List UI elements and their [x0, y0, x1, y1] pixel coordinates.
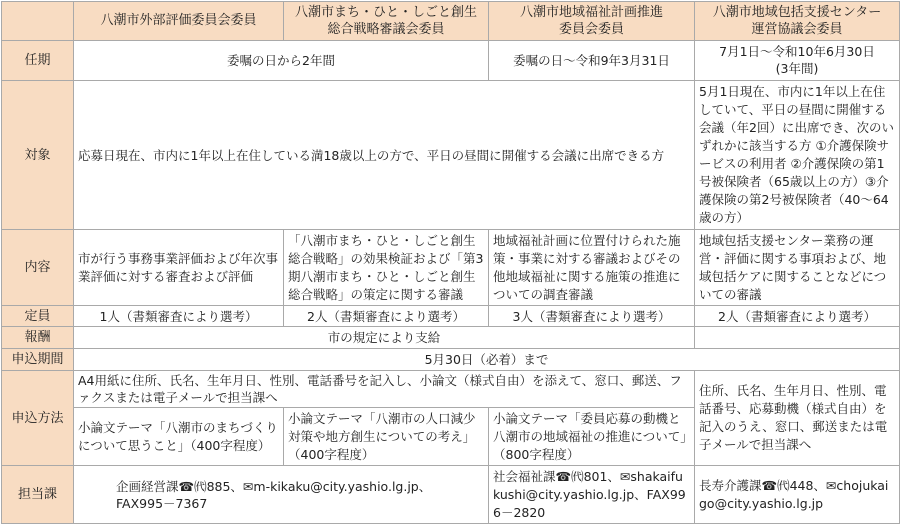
reward-empty-cell [695, 327, 900, 348]
target-label: 対象 [2, 81, 74, 230]
capacity-value-3: 3人（書類審査により選考） [489, 306, 695, 327]
column-header-line: 八潮市外部評価委員会委員 [100, 13, 257, 29]
header-row [2, 2, 900, 41]
column-header-line: 委員会委員 [558, 21, 624, 37]
content-value-3: 地域福祉計画に位置付けられた施策・事業に対する審議およびその他地域福祉に関する施策の推進についての調査審議 [489, 230, 695, 306]
method-essay-theme-3: 小論文テーマ「委員応募の動機と八潮市の地域福祉の推進について」（800字程度） [489, 408, 695, 466]
capacity-row [2, 306, 900, 327]
capacity-value-4: 2人（書類審査により選考） [695, 306, 900, 327]
term-value-line: (3年間) [775, 61, 819, 77]
reward-row [2, 327, 900, 348]
term-value-4 [695, 40, 900, 81]
period-row [2, 348, 900, 370]
content-value-4: 地域包括支援センター業務の運営・評価に関する事項および、地域包括ケアに関することなどについての審議 [695, 230, 900, 306]
contact-value-3: 社会福祉課☎㈹801、✉shakaifukushi@city.yashio.lg.jp、FAX996－2820 [489, 466, 695, 524]
recruitment-table [1, 1, 900, 524]
column-header-sogo-senryaku [284, 2, 489, 41]
method-label: 申込方法 [2, 370, 74, 465]
period-value: 5月30日（必着）まで [74, 348, 900, 370]
column-header-line: 総合戦略審議会委員 [327, 21, 445, 37]
term-label: 任期 [2, 40, 74, 81]
corner-cell [2, 2, 74, 41]
contact-value-1-2 [74, 466, 489, 524]
contact-line: 企画経営課☎㈹885、✉m-kikaku@city.yashio.lg.jp、 [116, 478, 432, 494]
term-value-1-2: 委嘱の日から2年間 [74, 40, 489, 81]
column-header-line: 八潮市地域福祉計画推進 [519, 4, 663, 20]
term-row [2, 40, 900, 81]
column-header-line: 八潮市地域包括支援センター [712, 4, 882, 20]
content-value-1: 市が行う事務事業評価および年次事業評価に対する審査および評価 [74, 230, 284, 306]
contact-label: 担当課 [2, 466, 74, 524]
column-header-houkatsu-shien [695, 2, 900, 41]
reward-value: 市の規定により支給 [74, 327, 695, 348]
content-value-2: 「八潮市まち・ひと・しごと創生総合戦略」の効果検証および「第3期八潮市まち・ひと・しごと創生総合戦略」の策定に関する審議 [284, 230, 489, 306]
capacity-value-2: 2人（書類審査により選考） [284, 306, 489, 327]
method-value-4: 住所、氏名、生年月日、性別、電話番号、応募動機（様式自由）を記入のうえ、窓口、郵送または電子メールで担当課へ [695, 370, 900, 465]
contact-line: FAX995－7367 [116, 495, 208, 511]
method-value-1-3: A4用紙に住所、氏名、生年月日、性別、電話番号を記入し、小論文（様式自由）を添えて、窓口、郵送、ファクスまたは電子メールで担当課へ [74, 370, 695, 408]
capacity-value-1: 1人（書類審査により選考） [74, 306, 284, 327]
column-header-line: 運営協議会委員 [751, 21, 843, 37]
target-value-4: 5月1日現在、市内に1年以上在住していて、平日の昼間に開催する会議（年2回）に出席でき、次のいずれかに該当する方 ①介護保険サービスの利用者 ②介護保険の第1号被保険者（65歳以上の方）③介護保険の第2号被保険者（40～64歳の方） [695, 81, 900, 230]
method-row-1 [2, 370, 900, 408]
column-header-line: 八潮市まち・ひと・しごと創生 [294, 4, 477, 20]
method-essay-theme-2: 小論文テーマ「八潮市の人口減少対策や地方創生についての考え」（400字程度） [284, 408, 489, 466]
term-value-line: 7月1日～令和10年6月30日 [719, 44, 875, 60]
target-value-1-3: 応募日現在、市内に1年以上在住している満18歳以上の方で、平日の昼間に開催する会議に出席できる方 [74, 81, 695, 230]
reward-label: 報酬 [2, 327, 74, 348]
contact-value-4: 長寿介護課☎㈹448、✉chojukaigo@city.yashio.lg.jp [695, 466, 900, 524]
content-row [2, 230, 900, 306]
content-label: 内容 [2, 230, 74, 306]
target-row [2, 81, 900, 230]
column-header-chiiki-fukushi [489, 2, 695, 41]
column-header-external-evaluation [74, 2, 284, 41]
contact-row [2, 466, 900, 524]
term-value-3: 委嘱の日～令和9年3月31日 [489, 40, 695, 81]
capacity-label: 定員 [2, 306, 74, 327]
method-essay-theme-1: 小論文テーマ「八潮市のまちづくりについて思うこと」（400字程度） [74, 408, 284, 466]
period-label: 申込期間 [2, 348, 74, 370]
